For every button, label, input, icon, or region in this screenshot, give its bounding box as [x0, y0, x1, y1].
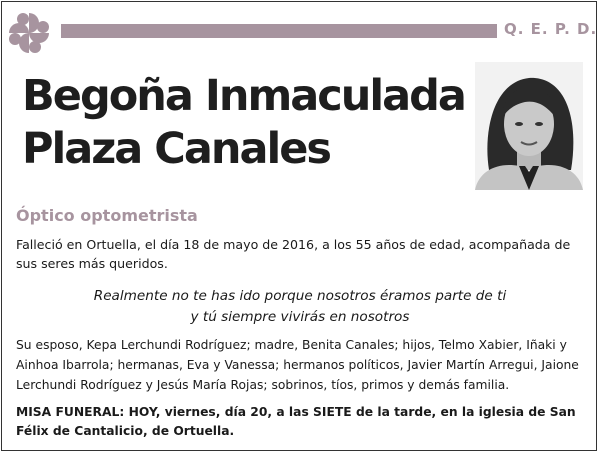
- header-bar: [61, 24, 497, 38]
- name-line-1: Begoña Inmaculada: [22, 71, 465, 121]
- quote-line-2: y tú siempre vivirás en nosotros: [190, 309, 410, 325]
- memorial-quote: [2, 286, 598, 328]
- name-line-2: Plaza Canales: [22, 124, 330, 174]
- quote-line-1: Realmente no te has ido porque nosotros éramos parte de ti: [93, 288, 507, 304]
- announcement-text: Falleció en Ortuella, el día 18 de mayo de 2016, a los 55 años de edad, acompañada de sus seres más queridos.: [16, 237, 571, 271]
- deceased-name: [22, 70, 465, 176]
- lauburu-icon: [6, 10, 52, 56]
- funeral-details: MISA FUNERAL: HOY, viernes, día 20, a las SIETE de la tarde, en la iglesia de San Félix de Cantalicio, de Ortuella.: [16, 405, 576, 438]
- obituary-card: [1, 1, 597, 451]
- qepd-label: Q. E. P. D.: [504, 20, 598, 38]
- family-text: Su esposo, Kepa Lerchundi Rodríguez; madre, Benita Canales; hijos, Telmo Xabier, Iñaki y Ainhoa Ibarrola; hermanas, Eva y Vanessa; hermanos políticos, Javier Martín Arregui, Jaione Lerchundi Rodríguez y Jesús María Rojas; sobrinos, tíos, primos y demás familia.: [16, 338, 579, 392]
- profession: Óptico optometrista: [16, 206, 198, 225]
- portrait-photo: [475, 62, 583, 190]
